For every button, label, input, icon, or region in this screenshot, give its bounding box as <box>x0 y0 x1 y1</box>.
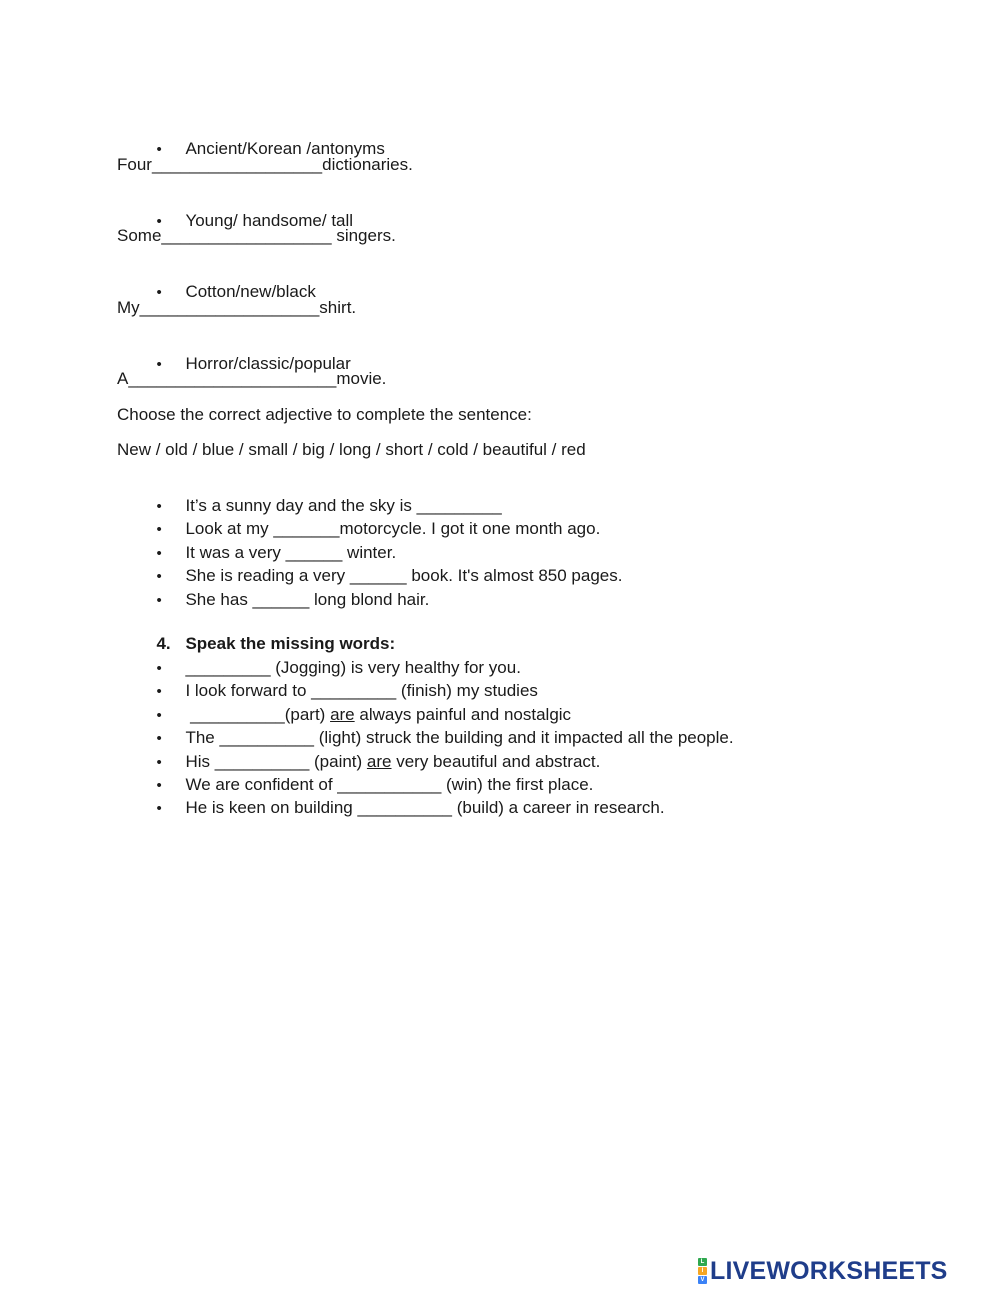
choose-instruction: Choose the correct adjective to complete the sentence: <box>117 405 532 424</box>
speak-item-text-end: very beautiful and abstract. <box>391 752 601 771</box>
speak-item <box>147 778 665 819</box>
bullet-icon <box>156 798 185 819</box>
logo-badge-letter: L <box>698 1258 707 1266</box>
choose-item-text: Look at my _______motorcycle. I got it one month ago. <box>185 519 601 538</box>
section-number: 4. <box>156 634 171 653</box>
order-item-sentence: My___________________shirt. <box>117 298 357 317</box>
underlined-word: are <box>366 752 392 771</box>
choose-item-text: She has ______ long blond hair. <box>185 590 430 609</box>
logo-badge-icon <box>698 1258 707 1284</box>
speak-item-text: The __________ (light) struck the building and it impacted all the people. <box>185 728 734 747</box>
speak-item-text: __________(part) <box>185 705 331 724</box>
logo-text: LIVEWORKSHEETS <box>710 1256 948 1285</box>
choose-item-text: It’s a sunny day and the sky is _________ <box>185 496 502 515</box>
speak-item-text: He is keen on building __________ (build) a career in research. <box>185 798 665 817</box>
order-item-words: Horror/classic/popular <box>185 354 351 373</box>
choose-item <box>147 570 429 611</box>
order-item-words: Ancient/Korean /antonyms <box>185 139 385 158</box>
order-item-sentence: Four__________________dictionaries. <box>117 155 413 174</box>
logo-badge-letter: I <box>698 1267 707 1275</box>
order-item-bullet <box>147 119 385 160</box>
speak-item-text-end: always painful and nostalgic <box>354 705 572 724</box>
underlined-word: are <box>330 705 355 724</box>
logo-badge-letter: V <box>698 1276 707 1284</box>
order-item-words: Cotton/new/black <box>185 282 316 301</box>
speak-item-text: _________ (Jogging) is very healthy for you. <box>185 658 521 677</box>
order-item-sentence: A______________________movie. <box>117 369 387 388</box>
choose-item-text: It was a very ______ winter. <box>185 543 397 562</box>
liveworksheets-logo <box>698 1258 948 1284</box>
choose-item-text: She is reading a very ______ book. It's almost 850 pages. <box>185 566 623 585</box>
order-item-sentence: Some__________________ singers. <box>117 226 396 245</box>
bullet-icon <box>156 590 185 611</box>
word-bank: New / old / blue / small / big / long / short / cold / beautiful / red <box>117 440 586 459</box>
speak-item-text: His __________ (paint) <box>185 752 367 771</box>
order-item-words: Young/ handsome/ tall <box>185 211 354 230</box>
section-title: Speak the missing words: <box>185 634 396 653</box>
order-item-bullet <box>147 262 316 303</box>
speak-item-text: I look forward to _________ (finish) my studies <box>185 681 538 700</box>
speak-item-text: We are confident of ___________ (win) the first place. <box>185 775 594 794</box>
